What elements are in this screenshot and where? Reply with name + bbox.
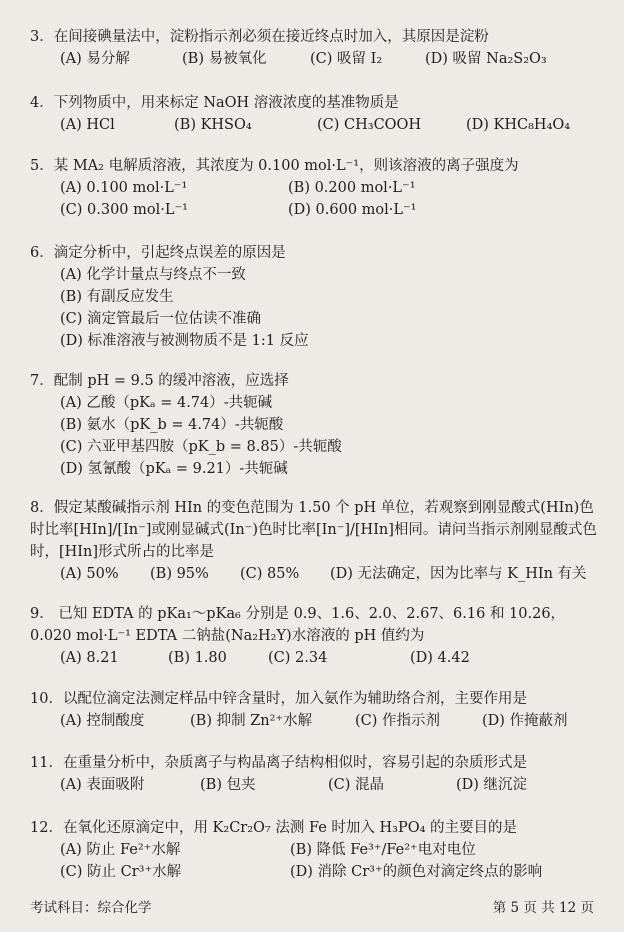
option-b: (B) 抑制 Zn²⁺水解 bbox=[190, 713, 313, 729]
question-8 bbox=[30, 497, 600, 585]
option-row bbox=[30, 114, 600, 136]
page-footer bbox=[30, 896, 594, 916]
question-11 bbox=[30, 752, 600, 796]
option-c: (C) 85% bbox=[240, 566, 300, 582]
option-b: (B) 易被氧化 bbox=[182, 51, 267, 67]
question-stem: 5．某 MA₂ 电解质溶液，其浓度为 0.100 mol·L⁻¹，则该溶液的离子强度为 bbox=[30, 158, 519, 174]
question-6 bbox=[30, 242, 600, 352]
question-stem: 12．在氧化还原滴定中，用 K₂Cr₂O₇ 法测 Fe 时加入 H₃PO₄ 的主要目的是 bbox=[30, 820, 518, 836]
option-b: (B) 有副反应发生 bbox=[60, 289, 174, 305]
option-c: (C) 六亚甲基四胺（pK_b = 8.85）-共轭酸 bbox=[60, 439, 342, 455]
question-stem: 3．在间接碘量法中，淀粉指示剂必须在接近终点时加入，其原因是淀粉 bbox=[30, 29, 489, 45]
option-row bbox=[30, 647, 600, 669]
question-stem: 9． 已知 EDTA 的 pKa₁～pKa₆ 分别是 0.9、1.6、2.0、2.67、6.16 和 10.26，0.020 mol·L⁻¹ EDTA 二钠盐(Na₂H₂Y)水溶液的 pH 值约为 bbox=[30, 606, 566, 644]
option-a: (A) 50% bbox=[60, 566, 119, 582]
option-d: (D) 继沉淀 bbox=[456, 777, 528, 793]
question-stem: 4．下列物质中，用来标定 NaOH 溶液浓度的基准物质是 bbox=[30, 95, 399, 111]
question-7 bbox=[30, 370, 600, 480]
option-a: (A) 控制酸度 bbox=[60, 713, 145, 729]
option-a: (A) 易分解 bbox=[60, 51, 130, 67]
option-row bbox=[30, 177, 600, 199]
option-d: (D) 吸留 Na₂S₂O₃ bbox=[425, 51, 547, 67]
option-d: (D) 4.42 bbox=[410, 650, 470, 666]
option-b: (B) 95% bbox=[150, 566, 209, 582]
option-c: (C) 防止 Cr³⁺水解 bbox=[60, 864, 182, 880]
option-c: (C) 作指示剂 bbox=[355, 713, 441, 729]
question-stem: 6．滴定分析中，引起终点误差的原因是 bbox=[30, 245, 286, 261]
option-a: (A) 乙酸（pKₐ = 4.74）-共轭碱 bbox=[60, 395, 273, 411]
option-c: (C) 混晶 bbox=[328, 777, 385, 793]
option-a: (A) 表面吸附 bbox=[60, 777, 145, 793]
option-b: (B) KHSO₄ bbox=[174, 117, 252, 133]
option-row bbox=[30, 774, 600, 796]
question-12 bbox=[30, 817, 600, 883]
question-3 bbox=[30, 26, 600, 70]
option-d: (D) 无法确定，因为比率与 K_HIn 有关 bbox=[330, 566, 587, 582]
option-b: (B) 包夹 bbox=[200, 777, 256, 793]
page-number: 第 5 页 共 12 页 bbox=[492, 900, 594, 916]
question-stem: 7．配制 pH = 9.5 的缓冲溶液，应选择 bbox=[30, 373, 289, 389]
option-row bbox=[30, 861, 600, 883]
option-c: (C) 吸留 I₂ bbox=[310, 51, 383, 67]
option-a: (A) HCl bbox=[60, 117, 115, 133]
option-d: (D) KHC₈H₄O₄ bbox=[466, 117, 571, 133]
option-a: (A) 防止 Fe²⁺水解 bbox=[60, 842, 181, 858]
option-d: (D) 0.600 mol·L⁻¹ bbox=[288, 202, 417, 218]
option-row bbox=[30, 48, 600, 70]
question-10 bbox=[30, 688, 600, 732]
option-c: (C) CH₃COOH bbox=[317, 117, 422, 133]
option-row bbox=[30, 710, 600, 732]
option-d: (D) 氢氰酸（pKₐ = 9.21）-共轭碱 bbox=[60, 461, 288, 477]
option-d: (D) 作掩蔽剂 bbox=[482, 713, 568, 729]
option-b: (B) 降低 Fe³⁺/Fe²⁺电对电位 bbox=[290, 842, 476, 858]
option-d: (D) 标准溶液与被测物质不是 1:1 反应 bbox=[60, 333, 309, 349]
option-row bbox=[30, 563, 600, 585]
option-b: (B) 氨水（pK_b = 4.74）-共轭酸 bbox=[60, 417, 284, 433]
option-a: (A) 8.21 bbox=[60, 650, 119, 666]
option-b: (B) 0.200 mol·L⁻¹ bbox=[288, 180, 416, 196]
exam-subject: 考试科目：综合化学 bbox=[30, 900, 152, 916]
option-row bbox=[30, 839, 600, 861]
option-c: (C) 滴定管最后一位估读不准确 bbox=[60, 311, 262, 327]
option-a: (A) 化学计量点与终点不一致 bbox=[60, 267, 246, 283]
question-stem: 11．在重量分析中，杂质离子与构晶离子结构相似时，容易引起的杂质形式是 bbox=[30, 755, 527, 771]
option-d: (D) 消除 Cr³⁺的颜色对滴定终点的影响 bbox=[290, 864, 543, 880]
option-row bbox=[30, 199, 600, 221]
option-c: (C) 0.300 mol·L⁻¹ bbox=[60, 202, 188, 218]
question-9 bbox=[30, 603, 600, 669]
option-a: (A) 0.100 mol·L⁻¹ bbox=[60, 180, 188, 196]
question-4 bbox=[30, 92, 600, 136]
question-5 bbox=[30, 155, 600, 221]
option-c: (C) 2.34 bbox=[268, 650, 328, 666]
question-stem: 8．假定某酸碱指示剂 HIn 的变色范围为 1.50 个 pH 单位，若观察到刚显酸式(HIn)色时比率[HIn]/[In⁻]或刚显碱式(In⁻)色时比率[In⁻]/[HIn]相同。请问当指示剂刚显酸式色时，[HIn]形式所占的比率是 bbox=[30, 500, 597, 560]
question-stem: 10．以配位滴定法测定样品中锌含量时，加入氨作为辅助络合剂，主要作用是 bbox=[30, 691, 527, 707]
option-b: (B) 1.80 bbox=[168, 650, 227, 666]
